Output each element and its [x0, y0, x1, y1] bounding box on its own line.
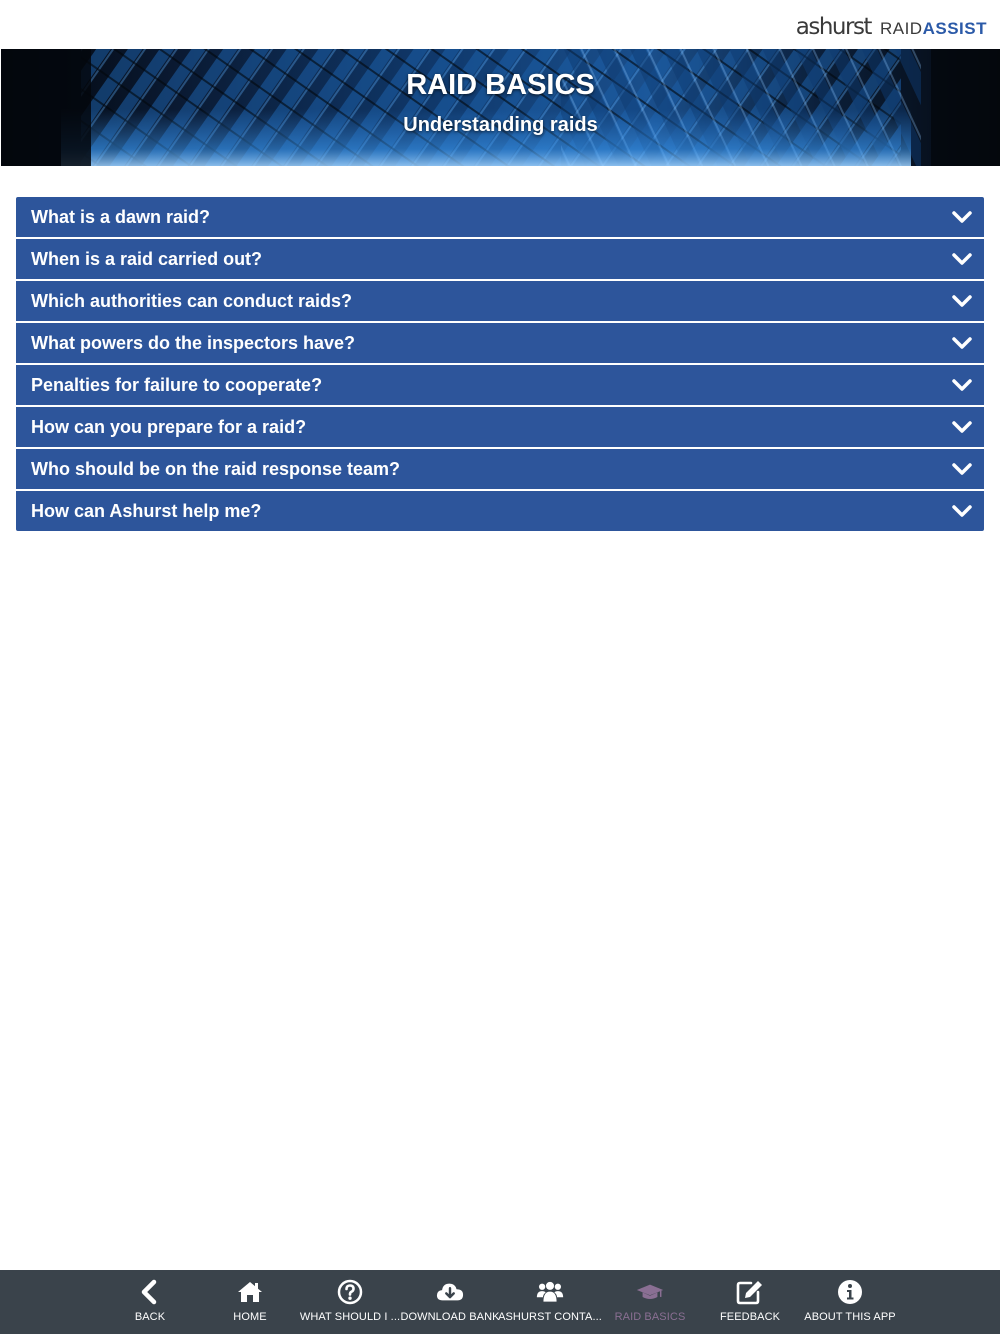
nav-label: FEEDBACK — [719, 1311, 781, 1323]
accordion-item-label: Which authorities can conduct raids? — [31, 290, 353, 311]
accordion-item-ashurst-help[interactable] — [16, 491, 984, 531]
question-circle-icon — [336, 1278, 364, 1306]
chevron-down-icon — [952, 210, 972, 224]
info-circle-icon — [836, 1278, 864, 1306]
accordion-item-prepare[interactable] — [16, 407, 984, 449]
accordion-item-label: How can you prepare for a raid? — [31, 416, 307, 437]
accordion-item-label: How can Ashurst help me? — [31, 500, 262, 521]
page-title: RAID BASICS — [406, 69, 595, 101]
logo-raid-text: RAID — [879, 19, 923, 38]
accordion-item-raid-timing[interactable] — [16, 239, 984, 281]
accordion-item-label: Penalties for failure to cooperate? — [31, 374, 323, 395]
nav-label: DOWNLOAD BANK — [400, 1311, 500, 1323]
page-banner — [1, 49, 1000, 166]
nav-home-button[interactable] — [200, 1270, 300, 1334]
chevron-down-icon — [952, 252, 972, 266]
logo-assist-text: ASSIST — [922, 19, 987, 38]
nav-back-button[interactable] — [100, 1270, 200, 1334]
faq-accordion — [16, 197, 984, 531]
accordion-item-label: When is a raid carried out? — [31, 248, 263, 269]
accordion-item-dawn-raid[interactable] — [16, 197, 984, 239]
accordion-item-authorities[interactable] — [16, 281, 984, 323]
ashurst-raidassist-logo — [796, 14, 987, 40]
nav-about-this-app-button[interactable] — [800, 1270, 900, 1334]
chevron-down-icon — [952, 294, 972, 308]
chevron-down-icon — [952, 336, 972, 350]
chevron-left-icon — [136, 1278, 164, 1306]
nav-label: ABOUT THIS APP — [804, 1311, 896, 1323]
nav-label: ASHURST CONTA... — [498, 1311, 602, 1323]
accordion-item-penalties[interactable] — [16, 365, 984, 407]
chevron-down-icon — [952, 378, 972, 392]
nav-feedback-button[interactable] — [700, 1270, 800, 1334]
accordion-item-inspector-powers[interactable] — [16, 323, 984, 365]
chevron-down-icon — [952, 420, 972, 434]
nav-what-should-i-button[interactable] — [300, 1270, 400, 1334]
bottom-navigation-bar — [0, 1270, 1000, 1334]
nav-ashurst-contacts-button[interactable] — [500, 1270, 600, 1334]
nav-label: BACK — [134, 1311, 166, 1323]
graduation-cap-icon — [636, 1278, 664, 1306]
users-icon — [536, 1278, 564, 1306]
nav-label: WHAT SHOULD I ... — [299, 1311, 401, 1323]
accordion-item-response-team[interactable] — [16, 449, 984, 491]
nav-download-bank-button[interactable] — [400, 1270, 500, 1334]
cloud-download-icon — [436, 1278, 464, 1306]
chevron-down-icon — [952, 462, 972, 476]
nav-raid-basics-button[interactable] — [600, 1270, 700, 1334]
top-bar — [0, 0, 1000, 49]
nav-label: HOME — [233, 1311, 267, 1323]
nav-label: RAID BASICS — [614, 1311, 686, 1323]
banner-background-image — [1, 49, 1000, 166]
edit-icon — [736, 1278, 764, 1306]
accordion-item-label: What is a dawn raid? — [31, 206, 211, 227]
home-icon — [236, 1278, 264, 1306]
accordion-item-label: Who should be on the raid response team? — [31, 458, 401, 479]
logo-ashurst-text: ashurst — [795, 14, 871, 40]
chevron-down-icon — [952, 504, 972, 518]
accordion-item-label: What powers do the inspectors have? — [31, 332, 356, 353]
page-subtitle: Understanding raids — [403, 114, 598, 136]
